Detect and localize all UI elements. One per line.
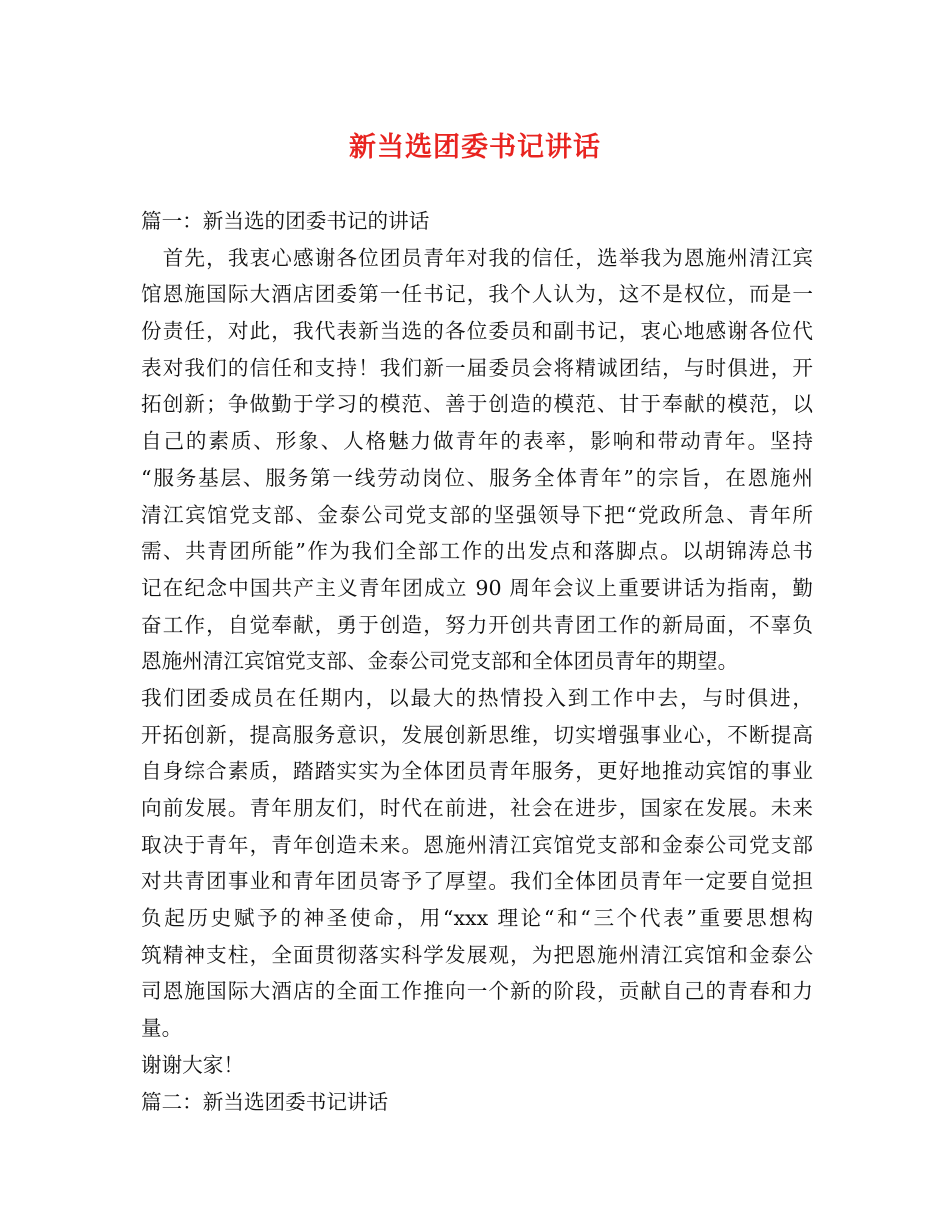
section-heading: 篇二：新当选团委书记讲话 (141, 1089, 389, 1114)
paragraph-line: 需、共青团所能”作为我们全部工作的出发点和落脚点。以胡锦涛总书 (141, 539, 813, 564)
document-title: 新当选团委书记讲话 (349, 132, 601, 163)
paragraph-line: 取决于青年，青年创造未来。恩施州清江宾馆党支部和金泰公司党支部 (141, 832, 813, 857)
section-heading: 篇一：新当选的团委书记的讲话 (141, 209, 430, 233)
closing-line: 谢谢大家！ (141, 1052, 244, 1077)
paragraph-line: 表对我们的信任和支持！我们新一届委员会将精诚团结，与时俱进，开 (141, 355, 813, 380)
paragraph-line: 筑精神支柱，全面贯彻落实科学发展观，为把恩施州清江宾馆和金泰公 (141, 942, 813, 967)
paragraph-line: 对共青团事业和青年团员寄予了厚望。我们全体团员青年一定要自觉担 (141, 869, 813, 894)
paragraph-line: 拓创新；争做勤于学习的模范、善于创造的模范、甘于奉献的模范，以 (141, 392, 813, 417)
paragraph-line: 量。 (141, 1016, 183, 1041)
paragraph-line: 恩施州清江宾馆党支部、金泰公司党支部和全体团员青年的期望。 (141, 649, 739, 674)
paragraph-line: 奋工作，自觉奉献，勇于创造，努力开创共青团工作的新局面，不辜负 (141, 612, 813, 637)
paragraph-line: 馆恩施国际大酒店团委第一任书记，我个人认为，这不是权位，而是一 (141, 282, 813, 307)
paragraph-line: “服务基层、服务第一线劳动岗位、服务全体青年”的宗旨，在恩施州 (141, 465, 813, 490)
paragraph-line: 我们团委成员在任期内，以最大的热情投入到工作中去，与时俱进， (141, 685, 813, 710)
paragraph-line: 自身综合素质，踏踏实实为全体团员青年服务，更好地推动宾馆的事业 (141, 759, 813, 784)
paragraph-line: 记在纪念中国共产主义青年团成立 90 周年会议上重要讲话为指南，勤 (141, 575, 813, 600)
paragraph-line: 负起历史赋予的神圣使命，用“xxx 理论“和“三个代表”重要思想构 (141, 906, 813, 931)
paragraph-line: 向前发展。青年朋友们，时代在前进，社会在进步，国家在发展。未来 (141, 796, 813, 820)
document-body (141, 203, 813, 1120)
paragraph-line: 份责任，对此，我代表新当选的各位委员和副书记，衷心地感谢各位代 (141, 319, 813, 344)
paragraph-line: 自己的素质、形象、人格魅力做青年的表率，影响和带动青年。坚持 (141, 429, 813, 454)
paragraph-line: 司恩施国际大酒店的全面工作推向一个新的阶段，贡献自己的青春和力 (141, 979, 813, 1004)
paragraph-line: 清江宾馆党支部、金泰公司党支部的坚强领导下把“党政所急、青年所 (141, 502, 813, 527)
paragraph-line: 开拓创新，提高服务意识，发展创新思维，切实增强事业心，不断提高 (141, 722, 813, 747)
paragraph-line: 首先，我衷心感谢各位团员青年对我的信任，选举我为恩施州清江宾 (141, 245, 813, 270)
